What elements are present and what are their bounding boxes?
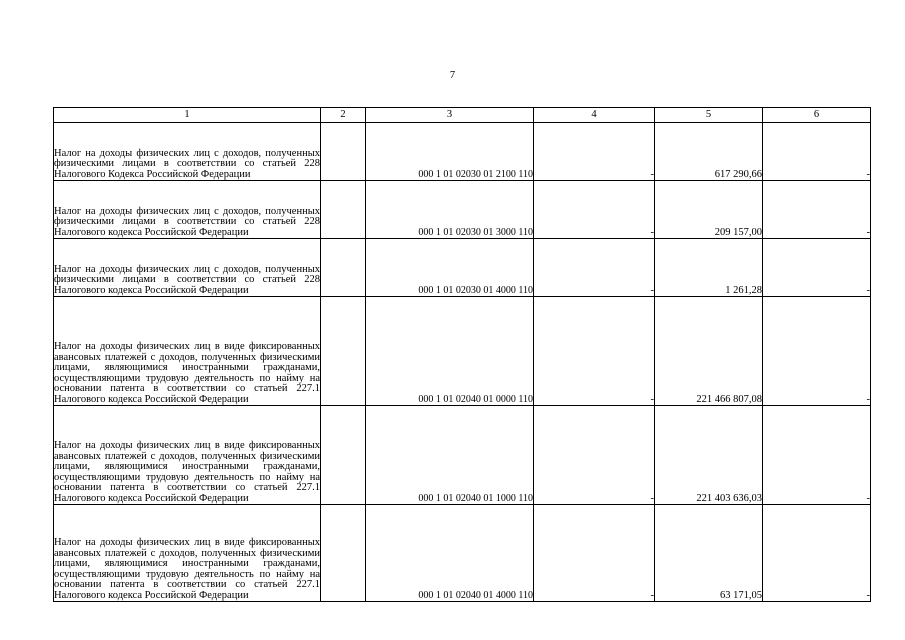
row-col2 (321, 123, 366, 181)
row-amount: 617 290,66 (655, 123, 763, 181)
row-amount: 221 403 636,03 (655, 406, 763, 505)
table-row (54, 239, 871, 297)
row-col6: - (763, 239, 871, 297)
row-col4: - (534, 123, 655, 181)
row-code: 000 1 01 02040 01 1000 110 (366, 406, 534, 505)
row-col2 (321, 297, 366, 406)
row-col6: - (763, 123, 871, 181)
row-name: Налог на доходы физических лиц в виде фиксированных авансовых платежей с доходов, полученных физическими лицами, являющимися иностранными гражданами, осуществляющими трудовую деятельность по найму на основании патента в соответствии со статьей 227.1 Налогового кодекса Российской Федерации (54, 505, 321, 602)
row-col4: - (534, 297, 655, 406)
row-code: 000 1 01 02040 01 0000 110 (366, 297, 534, 406)
column-header-4: 4 (534, 108, 655, 123)
row-col6: - (763, 181, 871, 239)
row-name: Налог на доходы физических лиц с доходов, полученных физическими лицами в соответствии со статьей 228 Налогового кодекса Российской Федерации (54, 239, 321, 297)
table-header-row (54, 108, 871, 123)
row-col2 (321, 239, 366, 297)
row-name: Налог на доходы физических лиц с доходов, полученных физическими лицами в соответствии со статьей 228 Налогового Кодекса Российской Федерации (54, 123, 321, 181)
row-name: Налог на доходы физических лиц с доходов, полученных физическими лицами в соответствии со статьей 228 Налогового кодекса Российской Федерации (54, 181, 321, 239)
column-header-2: 2 (321, 108, 366, 123)
row-code: 000 1 01 02030 01 2100 110 (366, 123, 534, 181)
row-name: Налог на доходы физических лиц в виде фиксированных авансовых платежей с доходов, полученных физическими лицами, являющимися иностранными гражданами, осуществляющими трудовую деятельность по найму на основании патента в соответствии со статьей 227.1 Налогового кодекса Российской Федерации (54, 297, 321, 406)
table-row (54, 406, 871, 505)
row-code: 000 1 01 02040 01 4000 110 (366, 505, 534, 602)
row-col4: - (534, 239, 655, 297)
table-row (54, 297, 871, 406)
column-header-6: 6 (763, 108, 871, 123)
row-col2 (321, 406, 366, 505)
table-row (54, 123, 871, 181)
row-col6: - (763, 406, 871, 505)
row-amount: 63 171,05 (655, 505, 763, 602)
table-row (54, 181, 871, 239)
row-code: 000 1 01 02030 01 3000 110 (366, 181, 534, 239)
row-col6: - (763, 297, 871, 406)
table-row (54, 505, 871, 602)
row-amount: 1 261,28 (655, 239, 763, 297)
row-amount: 221 466 807,08 (655, 297, 763, 406)
row-col6: - (763, 505, 871, 602)
row-col4: - (534, 181, 655, 239)
column-header-3: 3 (366, 108, 534, 123)
row-col2 (321, 505, 366, 602)
column-header-1: 1 (54, 108, 321, 123)
row-code: 000 1 01 02030 01 4000 110 (366, 239, 534, 297)
page-number: 7 (449, 70, 456, 81)
row-col4: - (534, 406, 655, 505)
income-report-table (53, 107, 871, 602)
row-amount: 209 157,00 (655, 181, 763, 239)
row-name: Налог на доходы физических лиц в виде фиксированных авансовых платежей с доходов, полученных физическими лицами, являющимися иностранными гражданами, осуществляющими трудовую деятельность по найму на основании патента в соответствии со статьей 227.1 Налогового кодекса Российской Федерации (54, 406, 321, 505)
row-col2 (321, 181, 366, 239)
row-col4: - (534, 505, 655, 602)
column-header-5: 5 (655, 108, 763, 123)
